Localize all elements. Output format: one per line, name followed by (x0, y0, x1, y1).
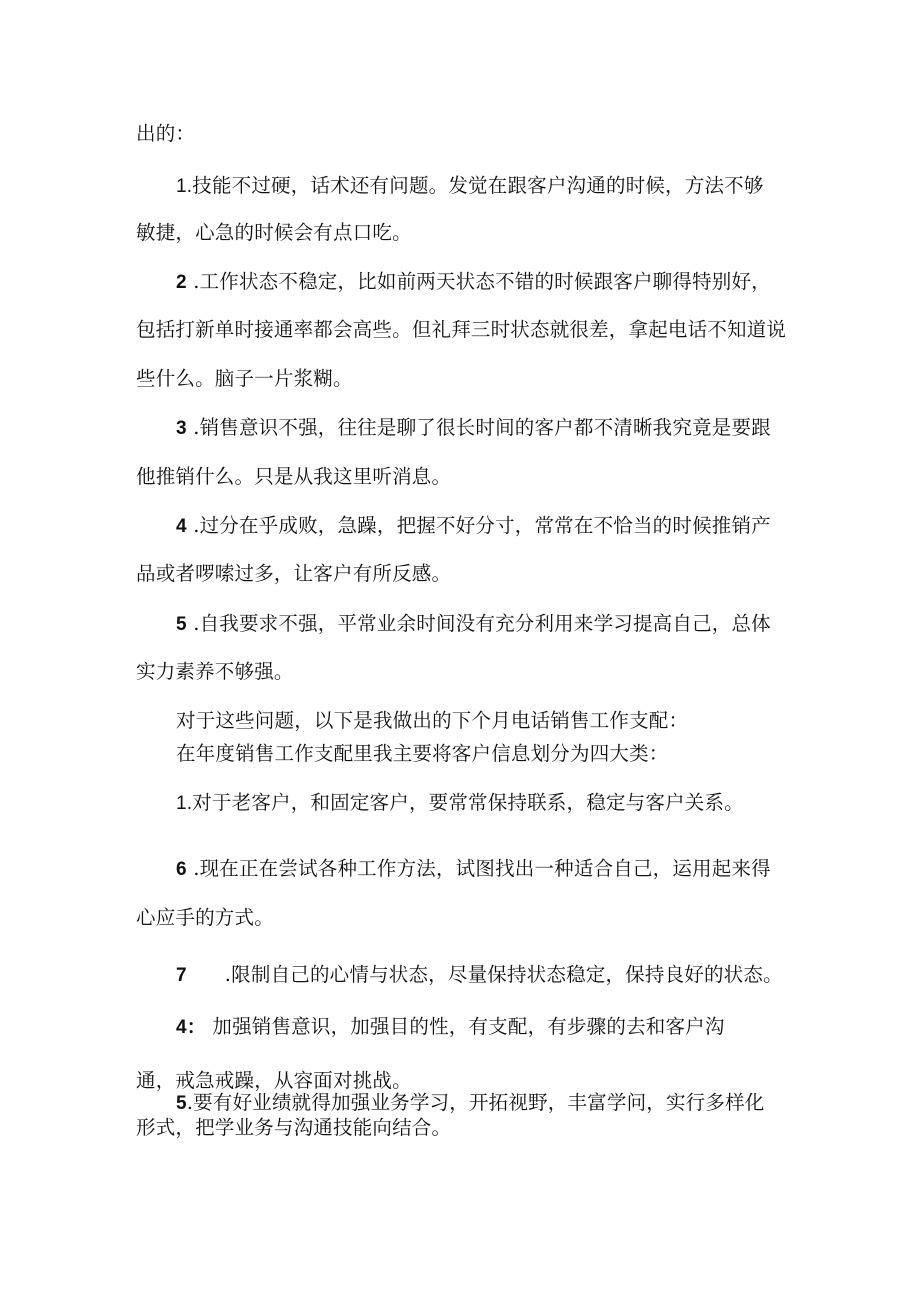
item-number: 7 (176, 965, 187, 986)
line-text: 他推销什么。只是从我这里听消息。 (136, 465, 452, 488)
list-item-2 (176, 270, 771, 295)
text-line (136, 367, 353, 391)
text-line (136, 465, 451, 489)
line-text: .要有好业绩就得加强业务学习，开拓视野，丰富学问，实行多样化 (186, 1091, 765, 1114)
line-text: 在年度销售工作支配里我主要将客户信息划分为四大类： (176, 742, 669, 765)
list-item-plan-5 (176, 1091, 764, 1116)
list-item-5 (176, 612, 771, 637)
text-line (136, 1069, 412, 1093)
list-item-1 (176, 174, 764, 199)
line-text: .过分在乎成败，急躁，把握不好分寸，常常在不恰当的时候推销产 (193, 514, 771, 537)
item-number: 4 (176, 516, 187, 537)
line-text: 包括打新单时接通率都会高些。但礼拜三时状态就很差，拿起电话不知道说 (136, 318, 787, 341)
line-text: 形式，把学业务与沟通技能向结合。 (136, 1116, 452, 1139)
line-text: 心应手的方式。 (136, 906, 274, 929)
text-line (136, 318, 786, 342)
line-text: 对于这些问题，以下是我做出的下个月电话销售工作支配： (176, 709, 689, 732)
line-text: .自我要求不强，平常业余时间没有充分利用来学习提高自己，总体 (193, 612, 771, 635)
item-number: 1. (176, 793, 193, 814)
text-line (176, 742, 669, 766)
item-number: 6 (176, 859, 187, 880)
line-text: 技能不过硬，话术还有问题。发觉在跟客户沟通的时候，方法不够 (192, 174, 764, 197)
item-number: 5 (176, 1093, 187, 1114)
line-text: 通，戒急戒躁，从容面对挑战。 (136, 1069, 412, 1092)
list-item-4 (176, 514, 771, 539)
text-line (136, 562, 451, 586)
line-text: .限制自己的心情与状态，尽量保持状态稳定，保持良好的状态。 (224, 963, 783, 986)
item-number: 5 (176, 614, 187, 635)
text-line (136, 122, 195, 146)
item-number: 3 (176, 418, 187, 439)
item-number: 2 (176, 272, 187, 293)
text-line (136, 221, 412, 245)
line-text: .工作状态不稳定，比如前两天状态不错的时候跟客户聊得特别好， (193, 270, 771, 293)
text-line (176, 709, 688, 733)
line-text: 敏捷，心急的时候会有点口吃。 (136, 221, 412, 244)
text-line (136, 660, 294, 684)
list-item-plan-4 (176, 1015, 725, 1040)
line-text: 对于老客户，和固定客户，要常常保持联系，稳定与客户关系。 (192, 791, 744, 814)
text-line (136, 906, 274, 930)
item-number: 4： (176, 1017, 206, 1038)
item-number: 1. (176, 176, 193, 197)
line-text: .销售意识不强，往往是聊了很长时间的客户都不清晰我究竟是要跟 (193, 416, 771, 439)
line-text: .现在正在尝试各种工作方法，试图找出一种适合自己，运用起来得 (193, 857, 771, 880)
list-item-7 (176, 963, 783, 988)
list-item-plan-1 (176, 791, 744, 816)
list-item-6 (176, 857, 771, 882)
list-item-3 (176, 416, 771, 441)
line-text: 出的： (136, 122, 196, 145)
line-text: 品或者啰嗦过多，让客户有所反感。 (136, 562, 452, 585)
text-line (136, 1116, 451, 1140)
line-text: 实力素养不够强。 (136, 660, 294, 683)
line-text: 些什么。脑子一片浆糊。 (136, 367, 353, 390)
line-text: 加强销售意识，加强目的性，有支配，有步骤的去和客户沟 (212, 1015, 725, 1038)
